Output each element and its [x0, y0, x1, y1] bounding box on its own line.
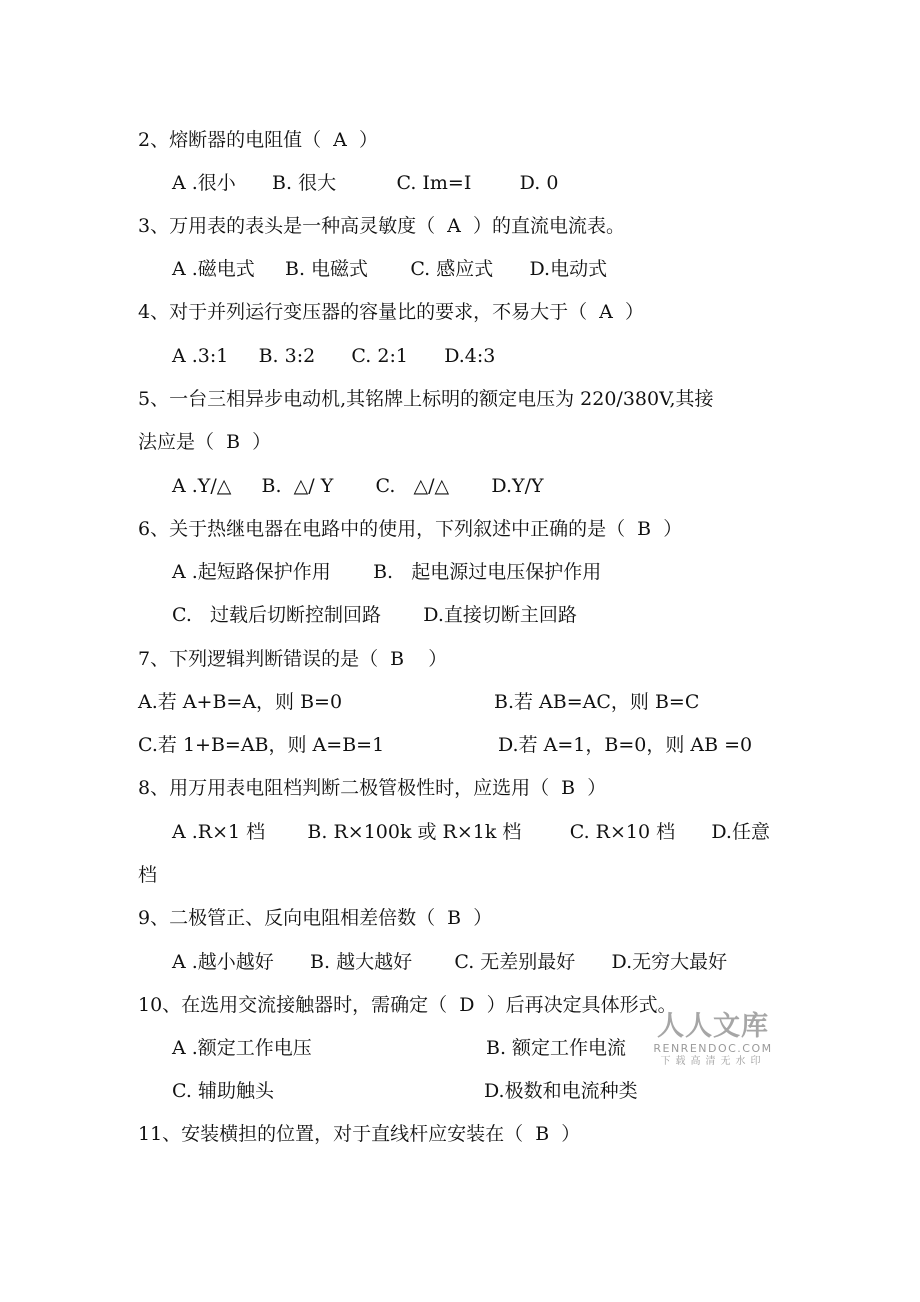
question-8-options: A .R×1 档 B. R×100k 或 R×1k 档 C. R×10 档 D.任意: [172, 821, 770, 843]
question-10-option-a: A .额定工作电压: [172, 1037, 312, 1059]
question-7-option-d: D.若 A=1，B=0，则 AB =0: [498, 734, 753, 756]
question-9-options: A .越小越好 B. 越大越好 C. 无差别最好 D.无穷大最好: [172, 951, 728, 973]
watermark-logo: [648, 1012, 778, 1068]
question-2-options: A .很小 B. 很大 C. Im=I D. 0: [172, 172, 559, 194]
question-10-option-d: D.极数和电流种类: [484, 1080, 638, 1102]
watermark-domain: RENRENDOC.COM: [653, 1042, 773, 1055]
watermark-subtitle: 下载高清无水印: [660, 1056, 766, 1067]
question-11: 11、安装横担的位置，对于直线杆应安装在（ B ）: [138, 1123, 581, 1145]
question-7-option-a: A.若 A+B=A，则 B=0: [138, 691, 343, 713]
question-10-option-b: B. 额定工作电流: [486, 1037, 627, 1059]
question-6-options-2: C. 过载后切断控制回路 D.直接切断主回路: [172, 604, 577, 626]
question-3-options: A .磁电式 B. 电磁式 C. 感应式 D.电动式: [172, 258, 608, 280]
watermark-title: 人人文库: [657, 1011, 769, 1042]
question-10: 10、在选用交流接触器时，需确定（ D ）后再决定具体形式。: [138, 994, 677, 1016]
question-3: 3、万用表的表头是一种高灵敏度（ A ）的直流电流表。: [138, 215, 625, 237]
question-7-option-c: C.若 1+B=AB，则 A=B=1: [138, 734, 385, 756]
question-4: 4、对于并列运行变压器的容量比的要求，不易大于（ A ）: [138, 301, 644, 323]
question-7: 7、下列逻辑判断错误的是（ B ）: [138, 648, 448, 670]
question-5-line-1: 5、一台三相异步电动机,其铭牌上标明的额定电压为 220/380V,其接: [138, 388, 714, 410]
question-6-options-1: A .起短路保护作用 B. 起电源过电压保护作用: [172, 561, 602, 583]
question-2: 2、熔断器的电阻值（ A ）: [138, 129, 378, 151]
question-6: 6、关于热继电器在电路中的使用，下列叙述中正确的是（ B ）: [138, 518, 683, 540]
question-5-line-2: 法应是（ B ）: [138, 431, 272, 453]
question-5-options: A .Y/△ B. △/ Y C. △/△ D.Y/Y: [172, 475, 544, 497]
question-9: 9、二极管正、反向电阻相差倍数（ B ）: [138, 907, 493, 929]
question-4-options: A .3:1 B. 3:2 C. 2:1 D.4:3: [172, 345, 496, 367]
question-8-options-wrap: 档: [138, 864, 158, 886]
question-8: 8、用万用表电阻档判断二极管极性时，应选用（ B ）: [138, 777, 607, 799]
question-7-option-b: B.若 AB=AC，则 B=C: [494, 691, 700, 713]
question-10-option-c: C. 辅助触头: [172, 1080, 274, 1102]
